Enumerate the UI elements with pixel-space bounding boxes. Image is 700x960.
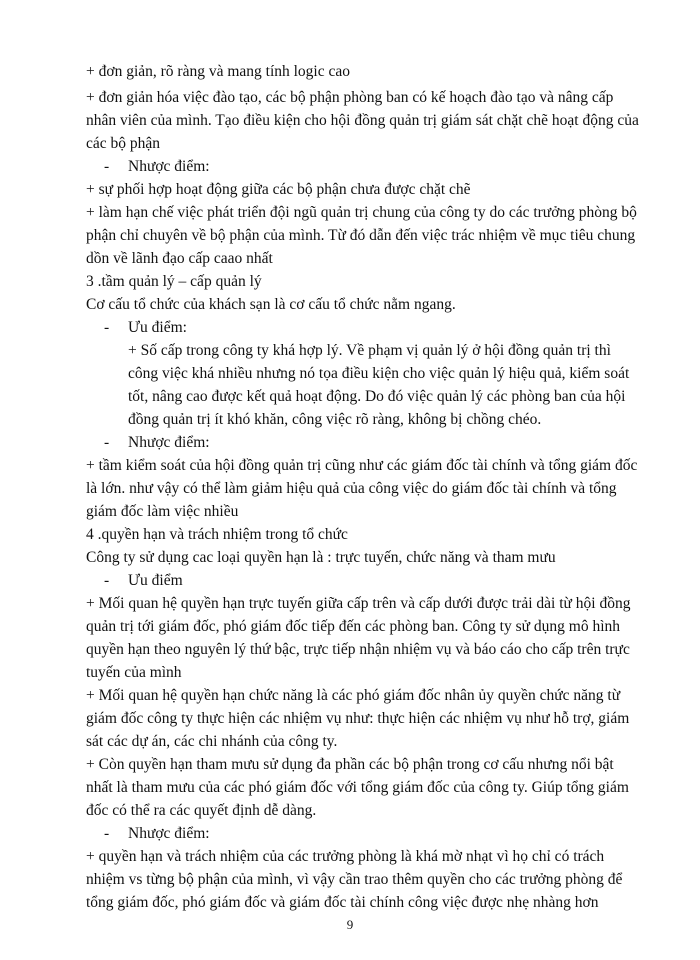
section-heading: 3 .tầm quản lý – cấp quản lý xyxy=(86,273,262,290)
text-line: + quyền hạn và trách nhiệm của các trưởng phòng là khá mờ nhạt vì họ chỉ có trách xyxy=(86,848,605,865)
list-dash: - xyxy=(104,158,110,175)
text-line: Công ty sử dụng cac loại quyền hạn là : trực tuyến, chức năng và tham mưu xyxy=(86,549,556,566)
section-heading: 4 .quyền hạn và trách nhiệm trong tổ chức xyxy=(86,526,348,543)
section-heading-disadvantages: Nhược điểm: xyxy=(128,434,210,451)
list-dash: - xyxy=(104,434,110,451)
text-line: + tầm kiểm soát của hội đồng quản trị cũng như các giám đốc tài chính và tổng giám đốc xyxy=(86,457,638,474)
text-line: + đơn giản, rõ ràng và mang tính logic cao xyxy=(86,63,351,80)
text-line: + Mối quan hệ quyền hạn trực tuyến giữa cấp trên và cấp dưới được trải dài từ hội đồng xyxy=(86,595,631,612)
text-line: tổng giám đốc, phó giám đốc và giám đốc tài chính công việc được nhẹ nhàng hơn xyxy=(86,894,599,911)
text-line: tốt, nâng cao được kết quả hoạt động. Do đó việc quản lý các phòng ban của hội xyxy=(128,388,626,405)
text-line: + Còn quyền hạn tham mưu sử dụng đa phần các bộ phận trong cơ cấu nhưng nổi bật xyxy=(86,756,614,773)
text-line: dồn về lãnh đạo cấp caao nhất xyxy=(86,250,273,267)
text-line: quản trị tới giám đốc, phó giám đốc tiếp đến các phòng ban. Công ty sử dụng mô hình xyxy=(86,618,621,635)
text-line: giám đốc làm việc nhiều xyxy=(86,503,239,520)
page-number: 9 xyxy=(346,917,354,932)
section-heading-disadvantages: Nhược điểm: xyxy=(128,158,210,175)
text-line: Cơ cấu tổ chức của khách sạn là cơ cấu tổ chức nằm ngang. xyxy=(86,296,456,313)
text-line: + đơn giản hóa việc đào tạo, các bộ phận phòng ban có kế hoạch đào tạo và nâng cấp xyxy=(86,89,614,106)
text-line: đốc có thể ra các quyết định dễ dàng. xyxy=(86,802,317,819)
list-dash: - xyxy=(104,572,110,589)
text-line: nhất là tham mưu của các phó giám đốc với tổng giám đốc của công ty. Giúp tổng giám xyxy=(86,779,629,796)
text-line: phận chỉ chuyên về bộ phận của mình. Từ đó dẫn đến việc trác nhiệm về mục tiêu chung xyxy=(86,227,636,244)
text-line: giám đốc công ty thực hiện các nhiệm vụ như: thực hiện các nhiệm vụ như hỗ trợ, giám xyxy=(86,710,630,727)
text-line: tuyến của mình xyxy=(86,664,182,681)
text-line: + Số cấp trong công ty khá hợp lý. Về phạm vị quản lý ở hội đồng quản trị thì xyxy=(128,342,611,359)
text-line: sát các dự án, các chi nhánh của công ty. xyxy=(86,733,338,750)
text-line: các bộ phận xyxy=(86,135,161,152)
text-line: quyền hạn theo nguyên lý thứ bậc, trực tiếp nhận nhiệm vụ và báo cáo cho cấp trên trực xyxy=(86,641,630,658)
text-line: + Mối quan hệ quyền hạn chức năng là các phó giám đốc nhân ủy quyền chức năng từ xyxy=(86,687,621,704)
text-line: công việc khá nhiều nhưng nó tọa điều kiện cho việc quản lý hiệu quả, kiểm soát xyxy=(128,365,630,382)
section-heading-disadvantages: Nhược điểm: xyxy=(128,825,210,842)
section-heading-advantages: Ưu điểm xyxy=(128,572,183,589)
text-line: nhiệm vs từng bộ phận của mình, vì vậy cần trao thêm quyền cho các trưởng phòng để xyxy=(86,871,623,888)
text-line: đồng quản trị ít khó khăn, công việc rõ ràng, không bị chồng chéo. xyxy=(128,411,542,428)
text-line: + sự phối hợp hoạt động giữa các bộ phận chưa được chặt chẽ xyxy=(86,181,471,198)
text-line: + làm hạn chế việc phát triển đội ngũ quản trị chung của công ty do các trưởng phòng bộ xyxy=(86,204,637,221)
list-dash: - xyxy=(104,825,110,842)
text-line: nhân viên của mình. Tạo điều kiện cho hội đồng quản trị giám sát chặt chẽ hoạt động của xyxy=(86,112,639,129)
section-heading-advantages: Ưu điểm: xyxy=(128,319,187,336)
text-line: là lớn. như vậy có thể làm giảm hiệu quả của công việc do giám đốc tài chính và tổng xyxy=(86,480,617,497)
list-dash: - xyxy=(104,319,110,336)
